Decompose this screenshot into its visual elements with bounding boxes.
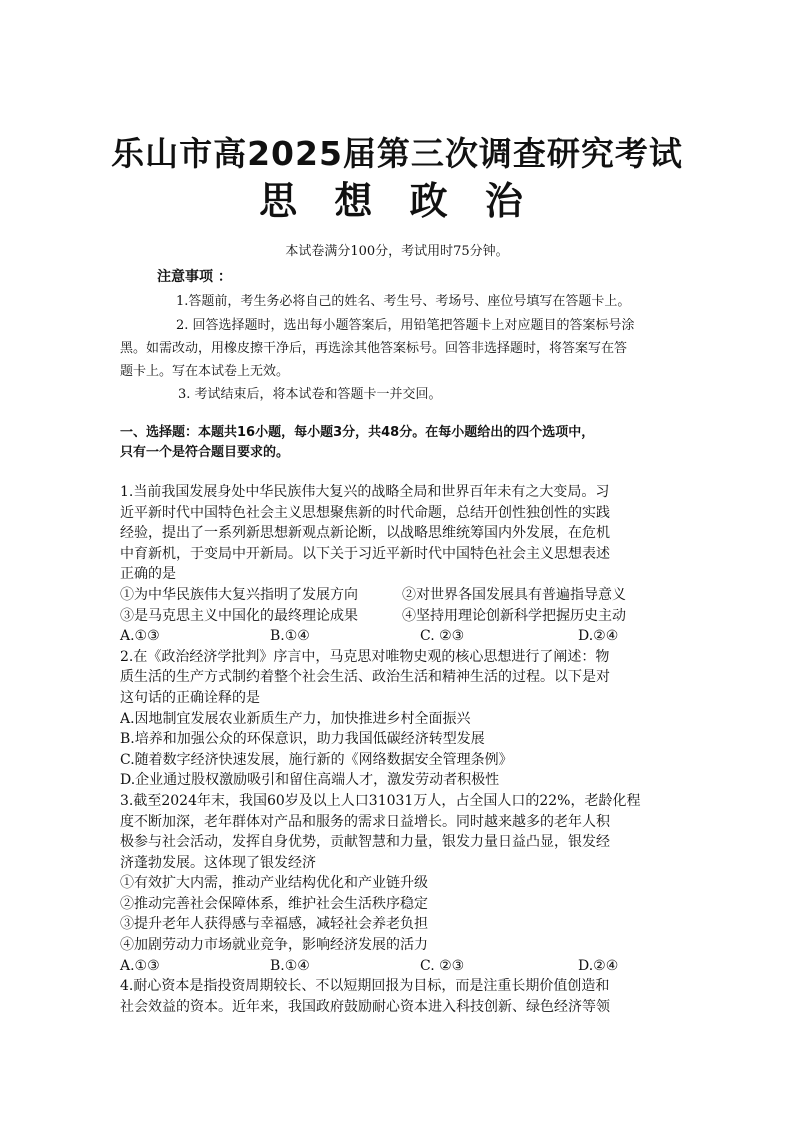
option-a: A.①③: [120, 957, 160, 974]
option-c: C.随着数字经济快速发展，施行新的《网络数据安全管理条例》: [120, 751, 513, 768]
option-c: C. ②③: [420, 957, 465, 974]
statement: ②推动完善社会保障体系，维护社会生活秩序稳定: [120, 895, 428, 912]
section-heading-line: 一、选择题：本题共16小题，每小题3分，共48分。在每小题给出的四个选项中，: [120, 425, 595, 440]
question-text-line: 3.截至2024年末，我国60岁及以上人口31031万人，占全国人口的22%，老龄化程: [120, 792, 641, 809]
option-a: A.因地制宜发展农业新质生产力，加快推进乡村全面振兴: [120, 710, 471, 727]
statement: ④加剧劳动力市场就业竞争，影响经济发展的活力: [120, 937, 428, 954]
answer-options: [120, 956, 678, 977]
question-text-line: 经验，提出了一系列新思想新观点新论断，以战略思维统筹国内外发展，在危机: [120, 525, 610, 542]
option-b: B.培养和加强公众的环保意识，助力我国低碳经济转型发展: [120, 731, 485, 748]
question-text-line: 1.当前我国发展身处中华民族伟大复兴的战略全局和世界百年未有之大变局。习: [120, 484, 610, 500]
option-d: D.企业通过股权激励吸引和留住高端人才，激发劳动者积极性: [120, 772, 500, 789]
statement-row: [120, 606, 678, 627]
question-2: [120, 647, 678, 791]
section-heading-line: 只有一个是符合题目要求的。: [120, 445, 290, 460]
exam-info: 本试卷满分100分，考试用时75分钟。: [285, 244, 509, 259]
question-text-line: 这句话的正确诠释的是: [120, 689, 260, 706]
question-text-line: 近平新时代中国特色社会主义思想聚焦新的时代命题，总结开创性独创性的实践: [120, 504, 610, 521]
question-1: [120, 482, 678, 647]
notice-heading: 注意事项 ：: [157, 269, 232, 285]
question-text-line: 中育新机，于变局中开新局。以下关于习近平新时代中国特色社会主义思想表述: [120, 545, 610, 562]
notice-item-1: 1.答题前，考生务必将自己的姓名、考生号、考场号、座位号填写在答题卡上。: [176, 294, 631, 309]
option-d: D.②④: [578, 628, 619, 645]
question-text-line: 质生活的生产方式制约着整个社会生活、政治生活和精神生活的过程。以下是对: [120, 669, 610, 686]
statement: ③提升老年人获得感与幸福感，减轻社会养老负担: [120, 916, 428, 933]
notice-item-2-line: 2. 回答选择题时，选出每小题答案后，用铅笔把答题卡上对应题目的答案标号涂: [176, 318, 635, 333]
subject-title: 思 想 政 治: [259, 179, 535, 223]
question-3: [120, 791, 678, 976]
question-text-line: 济蓬勃发展。这体现了银发经济: [120, 854, 316, 871]
question-4: [120, 976, 678, 1017]
notice-item-3: 3. 考试结束后，将本试卷和答题卡一并交回。: [178, 387, 442, 402]
notice-item-2-line: 题卡上。写在本试卷上无效。: [120, 364, 290, 379]
statement-row: [120, 585, 678, 606]
statement: ①有效扩大内需，推动产业结构优化和产业链升级: [120, 875, 428, 892]
statement: ②对世界各国发展具有普遍指导意义: [402, 586, 626, 603]
question-text-line: 社会效益的资本。近年来，我国政府鼓励耐心资本进入科技创新、绿色经济等领: [120, 998, 610, 1015]
question-text-line: 正确的是: [120, 566, 176, 583]
answer-options: [120, 626, 678, 647]
option-c: C. ②③: [420, 628, 465, 645]
option-d: D.②④: [578, 957, 619, 974]
question-text-line: 极参与社会活动，发挥自身优势，贡献智慧和力量，银发力量日益凸显，银发经: [120, 834, 610, 851]
option-b: B.①④: [270, 957, 310, 974]
notice-item-2: [120, 314, 674, 383]
exam-title: 乐山市高2025届第三次调查研究考试: [111, 134, 683, 173]
question-text-line: 2.在《政治经济学批判》序言中，马克思对唯物史观的核心思想进行了阐述：物: [120, 648, 610, 665]
notice-item-2-line: 黑。如需改动，用橡皮擦干净后，再选涂其他答案标号。回答非选择题时，将答案写在答: [120, 341, 628, 356]
option-a: A.①③: [120, 628, 160, 645]
question-text-line: 4.耐心资本是指投资周期较长、不以短期回报为目标，而是注重长期价值创造和: [120, 978, 610, 995]
question-text-line: 度不断加深，老年群体对产品和服务的需求日益增长。同时越来越多的老年人积: [120, 813, 610, 830]
statement: ①为中华民族伟大复兴指明了发展方向: [120, 586, 358, 603]
section-heading: [120, 423, 680, 463]
statement: ③是马克思主义中国化的最终理论成果: [120, 607, 358, 624]
questions: [120, 482, 678, 1017]
option-b: B.①④: [270, 628, 310, 645]
statement: ④坚持用理论创新科学把握历史主动: [402, 607, 626, 624]
